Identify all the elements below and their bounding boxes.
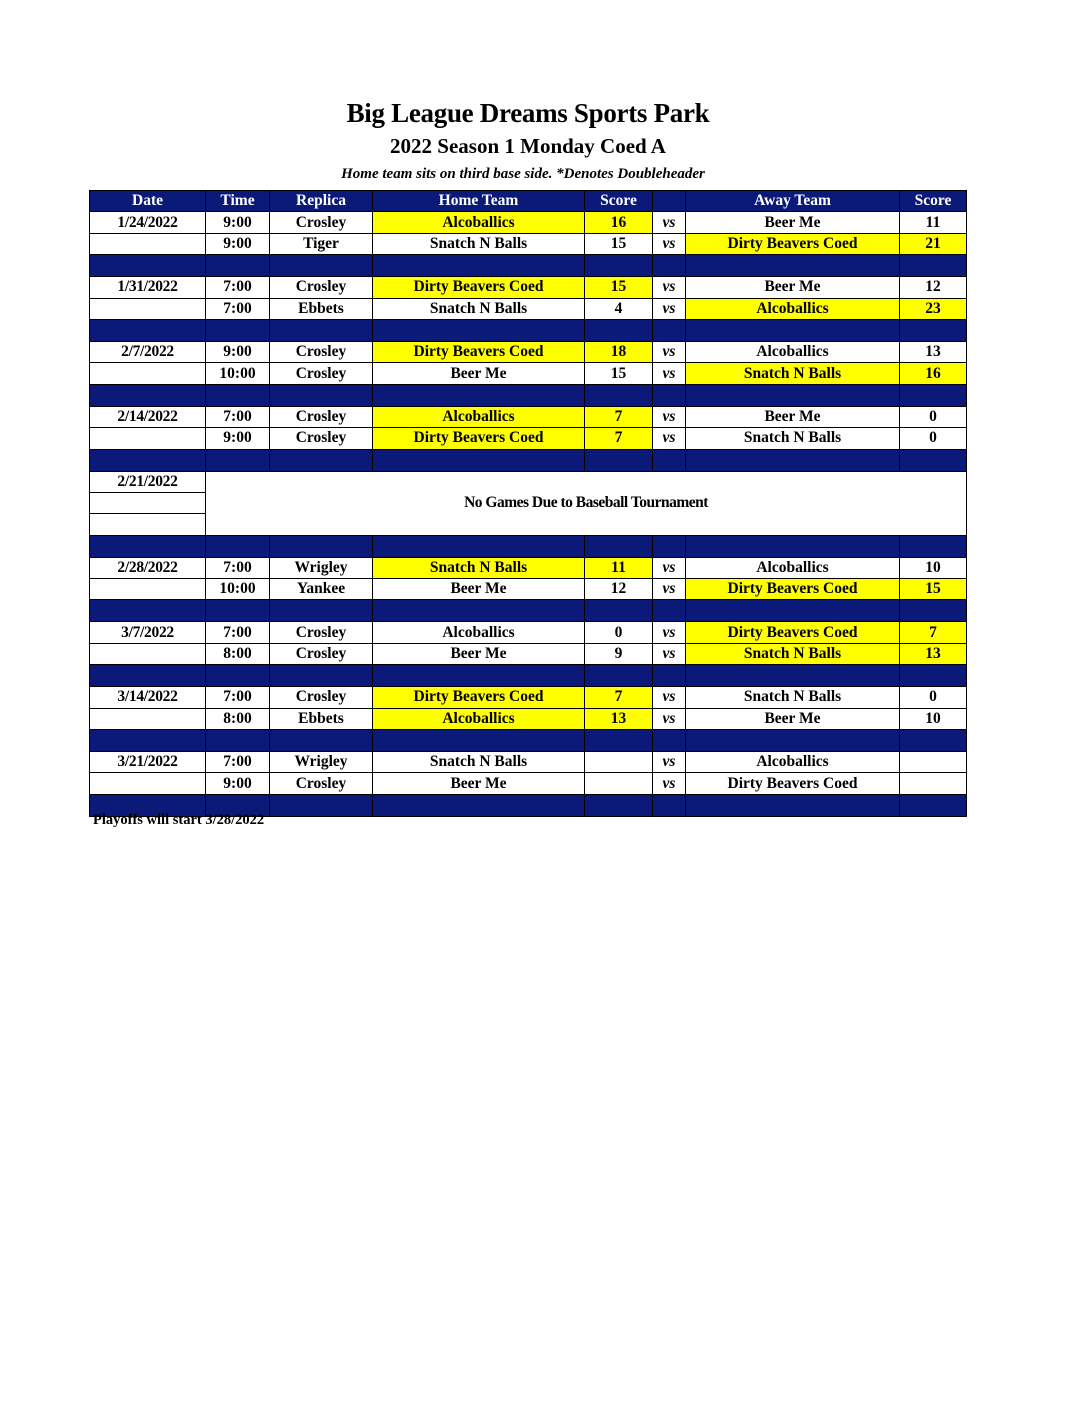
separator-cell [653, 535, 686, 557]
separator-cell [270, 384, 373, 406]
away-team: Dirty Beavers Coed [686, 233, 900, 254]
game-field: Wrigley [270, 752, 373, 773]
game-date [90, 643, 206, 664]
separator-cell [653, 319, 686, 341]
game-time: 10:00 [206, 579, 270, 600]
separator-cell [900, 794, 967, 816]
vs-label: vs [653, 406, 686, 427]
separator-cell [686, 730, 900, 752]
page-title: Big League Dreams Sports Park [346, 98, 710, 128]
away-score: 21 [900, 233, 967, 254]
game-row [90, 406, 967, 427]
vs-label: vs [653, 687, 686, 708]
away-score: 0 [900, 406, 967, 427]
separator-cell [373, 794, 585, 816]
away-team: Dirty Beavers Coed [686, 579, 900, 600]
vs-label: vs [653, 643, 686, 664]
game-row [90, 557, 967, 578]
home-team: Snatch N Balls [373, 557, 585, 578]
separator-cell [90, 730, 206, 752]
vs-label: vs [653, 708, 686, 729]
game-date: 2/28/2022 [90, 557, 206, 578]
separator-cell [900, 255, 967, 277]
game-time: 9:00 [206, 233, 270, 254]
separator-cell [373, 665, 585, 687]
separator-cell [686, 319, 900, 341]
col-header-time: Time [206, 191, 270, 212]
away-score: 11 [900, 212, 967, 233]
separator-cell [90, 665, 206, 687]
home-score: 9 [585, 643, 653, 664]
game-field: Ebbets [270, 298, 373, 319]
separator-cell [206, 384, 270, 406]
away-score: 23 [900, 298, 967, 319]
separator-cell [653, 730, 686, 752]
separator-cell [206, 255, 270, 277]
game-row [90, 277, 967, 298]
game-time: 7:00 [206, 557, 270, 578]
game-date [90, 514, 206, 535]
game-date: 1/31/2022 [90, 277, 206, 298]
separator-cell [270, 319, 373, 341]
game-row [90, 428, 967, 449]
away-team: Dirty Beavers Coed [686, 773, 900, 794]
home-score: 15 [585, 363, 653, 384]
separator-cell [585, 449, 653, 471]
home-score: 11 [585, 557, 653, 578]
game-field: Crosley [270, 687, 373, 708]
separator-cell [686, 794, 900, 816]
game-date: 1/24/2022 [90, 212, 206, 233]
separator-cell [653, 384, 686, 406]
away-team: Snatch N Balls [686, 363, 900, 384]
separator-cell [373, 449, 585, 471]
separator-cell [900, 319, 967, 341]
separator-cell [270, 794, 373, 816]
game-row [90, 233, 967, 254]
vs-label: vs [653, 341, 686, 362]
home-score: 15 [585, 233, 653, 254]
separator-cell [373, 319, 585, 341]
home-team: Alcoballics [373, 406, 585, 427]
away-team: Alcoballics [686, 752, 900, 773]
game-date [90, 708, 206, 729]
playoffs-note: Playoffs will start 3/28/2022 [93, 812, 265, 828]
separator-cell [206, 665, 270, 687]
separator-row [90, 535, 967, 557]
vs-label: vs [653, 298, 686, 319]
separator-cell [90, 255, 206, 277]
game-date [90, 492, 206, 513]
game-date: 3/21/2022 [90, 752, 206, 773]
game-field: Yankee [270, 579, 373, 600]
separator-cell [270, 730, 373, 752]
separator-cell [206, 730, 270, 752]
home-score: 15 [585, 277, 653, 298]
home-team: Alcoballics [373, 212, 585, 233]
game-row [90, 643, 967, 664]
away-team: Dirty Beavers Coed [686, 622, 900, 643]
home-team: Snatch N Balls [373, 752, 585, 773]
game-time: 9:00 [206, 212, 270, 233]
separator-cell [653, 600, 686, 622]
home-team: Snatch N Balls [373, 298, 585, 319]
game-date: 2/21/2022 [90, 471, 206, 492]
separator-cell [900, 600, 967, 622]
away-team: Beer Me [686, 406, 900, 427]
col-header-away-score: Score [900, 191, 967, 212]
vs-label: vs [653, 752, 686, 773]
separator-row [90, 730, 967, 752]
game-time: 8:00 [206, 643, 270, 664]
game-time: 9:00 [206, 428, 270, 449]
game-date [90, 428, 206, 449]
separator-cell [270, 449, 373, 471]
home-score: 18 [585, 341, 653, 362]
away-score: 15 [900, 579, 967, 600]
separator-cell [585, 535, 653, 557]
col-header-away-team: Away Team [686, 191, 900, 212]
game-date [90, 233, 206, 254]
home-score: 7 [585, 687, 653, 708]
separator-cell [686, 535, 900, 557]
separator-cell [585, 600, 653, 622]
game-field: Crosley [270, 622, 373, 643]
separator-row [90, 449, 967, 471]
col-header-home-score: Score [585, 191, 653, 212]
separator-cell [90, 600, 206, 622]
separator-row [90, 319, 967, 341]
separator-cell [900, 449, 967, 471]
game-field: Crosley [270, 341, 373, 362]
separator-cell [686, 449, 900, 471]
separator-cell [900, 384, 967, 406]
game-field: Crosley [270, 428, 373, 449]
game-row [90, 341, 967, 362]
away-score: 16 [900, 363, 967, 384]
separator-cell [373, 255, 585, 277]
home-score: 16 [585, 212, 653, 233]
vs-label: vs [653, 212, 686, 233]
game-time: 7:00 [206, 622, 270, 643]
game-date [90, 579, 206, 600]
separator-cell [206, 319, 270, 341]
game-time: 7:00 [206, 406, 270, 427]
game-date: 2/7/2022 [90, 341, 206, 362]
home-team: Beer Me [373, 773, 585, 794]
game-field: Crosley [270, 212, 373, 233]
home-score: 7 [585, 406, 653, 427]
away-score: 7 [900, 622, 967, 643]
page-subtitle: 2022 Season 1 Monday Coed A [390, 134, 666, 158]
away-team: Alcoballics [686, 557, 900, 578]
game-field: Crosley [270, 773, 373, 794]
separator-cell [90, 319, 206, 341]
away-team: Alcoballics [686, 298, 900, 319]
away-team: Snatch N Balls [686, 428, 900, 449]
no-games-row [90, 471, 967, 492]
home-team: Alcoballics [373, 622, 585, 643]
game-field: Crosley [270, 643, 373, 664]
separator-cell [206, 600, 270, 622]
away-team: Beer Me [686, 708, 900, 729]
game-row [90, 363, 967, 384]
game-time: 9:00 [206, 773, 270, 794]
game-time: 7:00 [206, 752, 270, 773]
game-time: 9:00 [206, 341, 270, 362]
separator-cell [90, 535, 206, 557]
vs-label: vs [653, 233, 686, 254]
schedule-table [89, 190, 967, 817]
header-row [90, 191, 967, 212]
home-score: 0 [585, 622, 653, 643]
separator-cell [90, 449, 206, 471]
game-row [90, 622, 967, 643]
game-field: Crosley [270, 406, 373, 427]
separator-row [90, 600, 967, 622]
separator-cell [900, 730, 967, 752]
away-team: Alcoballics [686, 341, 900, 362]
vs-label: vs [653, 622, 686, 643]
game-date: 3/7/2022 [90, 622, 206, 643]
no-games-banner: No Games Due to Baseball Tournament [206, 471, 967, 535]
game-field: Crosley [270, 277, 373, 298]
game-row [90, 773, 967, 794]
home-team: Dirty Beavers Coed [373, 428, 585, 449]
home-team: Beer Me [373, 643, 585, 664]
away-score: 10 [900, 557, 967, 578]
vs-label: vs [653, 773, 686, 794]
col-header-date: Date [90, 191, 206, 212]
game-row [90, 579, 967, 600]
separator-cell [686, 665, 900, 687]
game-time: 10:00 [206, 363, 270, 384]
game-date [90, 298, 206, 319]
separator-row [90, 384, 967, 406]
separator-row [90, 255, 967, 277]
game-field: Ebbets [270, 708, 373, 729]
game-field: Tiger [270, 233, 373, 254]
vs-label: vs [653, 363, 686, 384]
separator-cell [585, 665, 653, 687]
separator-cell [373, 384, 585, 406]
separator-cell [270, 535, 373, 557]
game-row [90, 687, 967, 708]
game-row [90, 708, 967, 729]
separator-cell [373, 730, 585, 752]
away-team: Snatch N Balls [686, 643, 900, 664]
home-score [585, 773, 653, 794]
separator-cell [270, 255, 373, 277]
separator-cell [686, 384, 900, 406]
separator-row [90, 665, 967, 687]
col-header-home-team: Home Team [373, 191, 585, 212]
separator-cell [653, 665, 686, 687]
game-row [90, 752, 967, 773]
separator-cell [686, 255, 900, 277]
game-time: 7:00 [206, 687, 270, 708]
game-time: 7:00 [206, 277, 270, 298]
vs-label: vs [653, 277, 686, 298]
vs-label: vs [653, 579, 686, 600]
away-score: 0 [900, 687, 967, 708]
separator-cell [653, 255, 686, 277]
separator-cell [686, 600, 900, 622]
separator-cell [90, 384, 206, 406]
home-team: Beer Me [373, 579, 585, 600]
vs-label: vs [653, 557, 686, 578]
away-team: Snatch N Balls [686, 687, 900, 708]
separator-cell [373, 600, 585, 622]
away-score: 10 [900, 708, 967, 729]
game-date [90, 363, 206, 384]
away-score: 0 [900, 428, 967, 449]
col-header-vs [653, 191, 686, 212]
separator-cell [270, 665, 373, 687]
separator-cell [585, 255, 653, 277]
game-row [90, 298, 967, 319]
home-team: Dirty Beavers Coed [373, 341, 585, 362]
home-team: Alcoballics [373, 708, 585, 729]
home-score: 12 [585, 579, 653, 600]
separator-cell [900, 535, 967, 557]
separator-cell [900, 665, 967, 687]
separator-cell [653, 794, 686, 816]
separator-cell [585, 319, 653, 341]
game-time: 8:00 [206, 708, 270, 729]
home-team: Snatch N Balls [373, 233, 585, 254]
schedule-note: Home team sits on third base side. *Denotes Doubleheader [341, 166, 705, 182]
separator-cell [585, 384, 653, 406]
separator-cell [585, 794, 653, 816]
separator-cell [206, 449, 270, 471]
game-row [90, 212, 967, 233]
separator-cell [585, 730, 653, 752]
game-date [90, 773, 206, 794]
home-team: Beer Me [373, 363, 585, 384]
away-score: 13 [900, 643, 967, 664]
game-date: 2/14/2022 [90, 406, 206, 427]
game-field: Wrigley [270, 557, 373, 578]
game-time: 7:00 [206, 298, 270, 319]
vs-label: vs [653, 428, 686, 449]
home-score: 13 [585, 708, 653, 729]
away-score [900, 773, 967, 794]
home-score: 7 [585, 428, 653, 449]
home-team: Dirty Beavers Coed [373, 277, 585, 298]
game-date: 3/14/2022 [90, 687, 206, 708]
home-team: Dirty Beavers Coed [373, 687, 585, 708]
away-team: Beer Me [686, 212, 900, 233]
home-score: 4 [585, 298, 653, 319]
home-score [585, 752, 653, 773]
separator-cell [653, 449, 686, 471]
away-team: Beer Me [686, 277, 900, 298]
away-score [900, 752, 967, 773]
game-field: Crosley [270, 363, 373, 384]
separator-cell [270, 600, 373, 622]
away-score: 13 [900, 341, 967, 362]
away-score: 12 [900, 277, 967, 298]
separator-cell [206, 535, 270, 557]
separator-cell [373, 535, 585, 557]
col-header-replica: Replica [270, 191, 373, 212]
